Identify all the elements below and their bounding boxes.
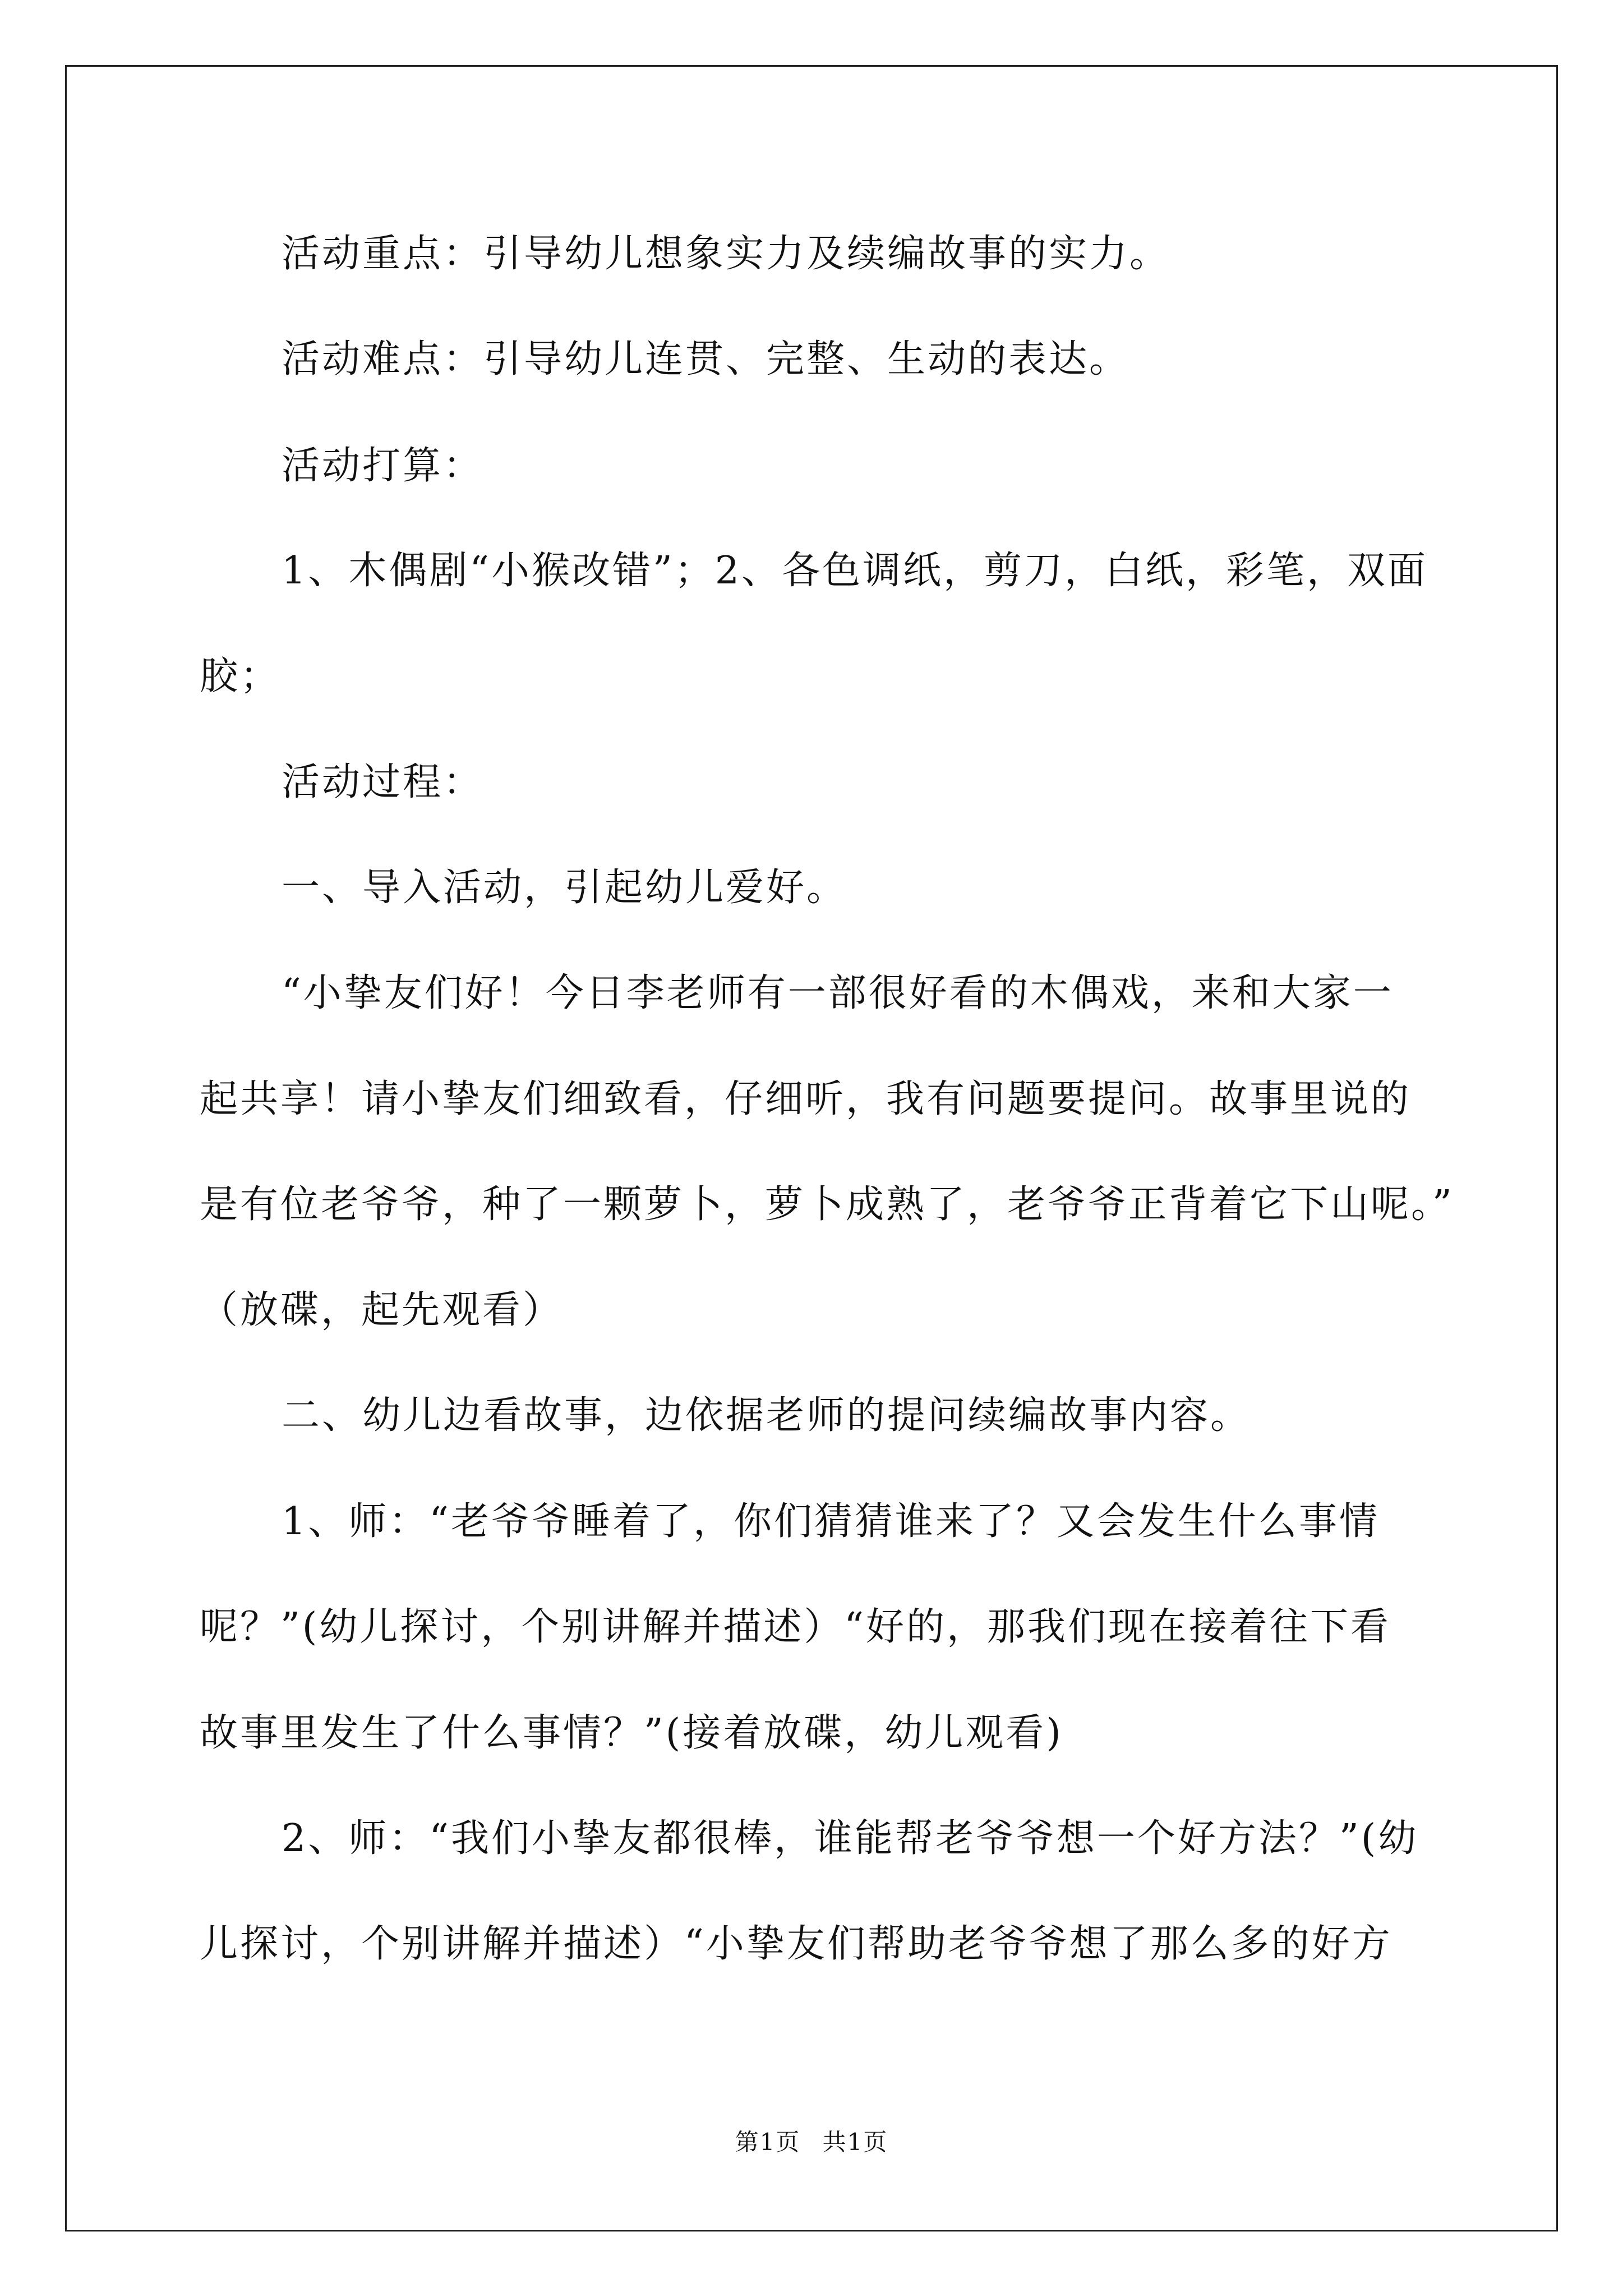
text-line-9: 起共享！请小挚友们细致看，仔细听，我有问题要提问。故事里说的 xyxy=(200,1077,1412,1121)
page-footer xyxy=(0,2128,1623,2156)
page-number: 第1页 xyxy=(735,2128,801,2156)
text-line-15: 故事里发生了什么事情？”(接着放碟，幼儿观看) xyxy=(200,1711,1063,1755)
text-line-6: 活动过程： xyxy=(282,760,484,804)
text-line-14: 呢？”(幼儿探讨，个别讲解并描述）“好的，那我们现在接着往下看 xyxy=(200,1605,1391,1649)
text-line-17: 儿探讨，个别讲解并描述）“小挚友们帮助老爷爷想了那么多的好方 xyxy=(200,1922,1393,1966)
text-line-10: 是有位老爷爷，种了一颗萝卜，萝卜成熟了，老爷爷正背着它下山呢。” xyxy=(200,1182,1454,1227)
page-total: 共1页 xyxy=(822,2128,888,2156)
text-line-2: 活动难点：引导幼儿连贯、完整、生动的表达。 xyxy=(282,337,1130,381)
text-line-11: （放碟，起先观看） xyxy=(200,1288,564,1332)
text-line-16: 2、师：“我们小挚友都很棒，谁能帮老爷爷想一个好方法？”(幼 xyxy=(282,1816,1419,1861)
text-line-12: 二、幼儿边看故事，边依据老师的提问续编故事内容。 xyxy=(282,1393,1251,1438)
page-border xyxy=(65,65,1558,2231)
text-line-1: 活动重点：引导幼儿想象实力及续编故事的实力。 xyxy=(282,232,1170,276)
text-line-7: 一、导入活动，引起幼儿爱好。 xyxy=(282,866,847,910)
text-line-5: 胶； xyxy=(200,654,281,698)
text-line-3: 活动打算： xyxy=(282,444,484,488)
text-line-4: 1、木偶剧“小猴改错”；2、各色调纸，剪刀，白纸，彩笔，双面 xyxy=(282,549,1428,593)
text-line-8: “小挚友们好！今日李老师有一部很好看的木偶戏，来和大家一 xyxy=(282,971,1394,1015)
text-line-13: 1、师：“老爷爷睡着了，你们猜猜谁来了？又会发生什么事情 xyxy=(282,1499,1380,1544)
